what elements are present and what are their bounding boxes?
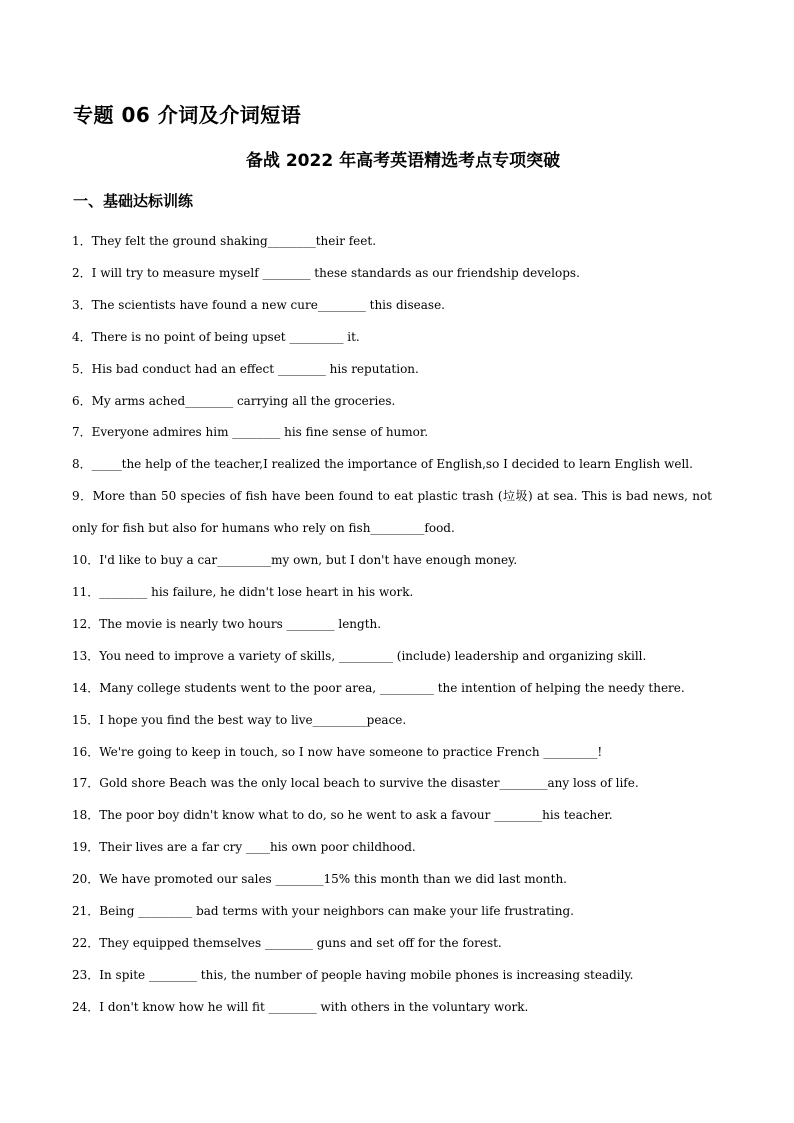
question-item: 17．Gold shore Beach was the only local beach to survive the disaster________any loss of life. xyxy=(72,776,639,791)
question-item: 3．The scientists have found a new cure________ this disease. xyxy=(72,297,445,312)
question-item: 15．I hope you find the best way to live_________peace. xyxy=(72,712,407,727)
question-item: 7．Everyone admires him ________ his fine sense of humor. xyxy=(72,425,429,440)
question-item: 6．My arms ached________ carrying all the groceries. xyxy=(72,393,396,408)
question-list xyxy=(72,226,712,1024)
question-item: 12．The movie is nearly two hours ________ length. xyxy=(72,616,382,631)
question-item: 4．There is no point of being upset _________ it. xyxy=(72,329,360,344)
question-item: 21．Being _________ bad terms with your neighbors can make your life frustrating. xyxy=(72,904,574,919)
question-item: 24．I don't know how he will fit ________ with others in the voluntary work. xyxy=(72,999,529,1014)
question-item: 19．Their lives are a far cry ____his own poor childhood. xyxy=(72,840,416,855)
question-item: 2．I will try to measure myself ________ these standards as our friendship develops. xyxy=(72,265,580,280)
question-item: 1．They felt the ground shaking________their feet. xyxy=(72,234,377,248)
question-item: 13．You need to improve a variety of skills, _________ (include) leadership and organizing skill. xyxy=(72,648,647,663)
document-title: 专题 06 介词及介词短语 xyxy=(73,103,302,127)
question-item: 10．I'd like to buy a car_________my own, but I don't have enough money. xyxy=(72,553,518,568)
question-item: 5．His bad conduct had an effect ________ his reputation. xyxy=(72,361,419,376)
question-item: 11．________ his failure, he didn't lose heart in his work. xyxy=(72,584,414,599)
question-item: 8．_____the help of the teacher,I realized the importance of English,so I decided to learn English well. xyxy=(72,457,693,472)
question-item: 9．More than 50 species of fish have been found to eat plastic trash (垃圾) at sea. This is bad news, not only for fish but also for humans who rely on fish_________food. xyxy=(72,489,712,536)
question-item: 14．Many college students went to the poor area, _________ the intention of helping the needy there. xyxy=(72,680,685,695)
question-item: 16．We're going to keep in touch, so I now have someone to practice French _________! xyxy=(72,744,603,759)
question-item: 18．The poor boy didn't know what to do, so he went to ask a favour ________his teacher. xyxy=(72,808,613,823)
question-item: 20．We have promoted our sales ________15% this month than we did last month. xyxy=(72,872,567,887)
document-subtitle: 备战 2022 年高考英语精选考点专项突破 xyxy=(245,151,561,171)
section-heading: 一、基础达标训练 xyxy=(73,192,194,210)
question-item: 22．They equipped themselves ________ guns and set off for the forest. xyxy=(72,935,502,950)
question-item: 23．In spite ________ this, the number of people having mobile phones is increasing steadily. xyxy=(72,967,634,982)
